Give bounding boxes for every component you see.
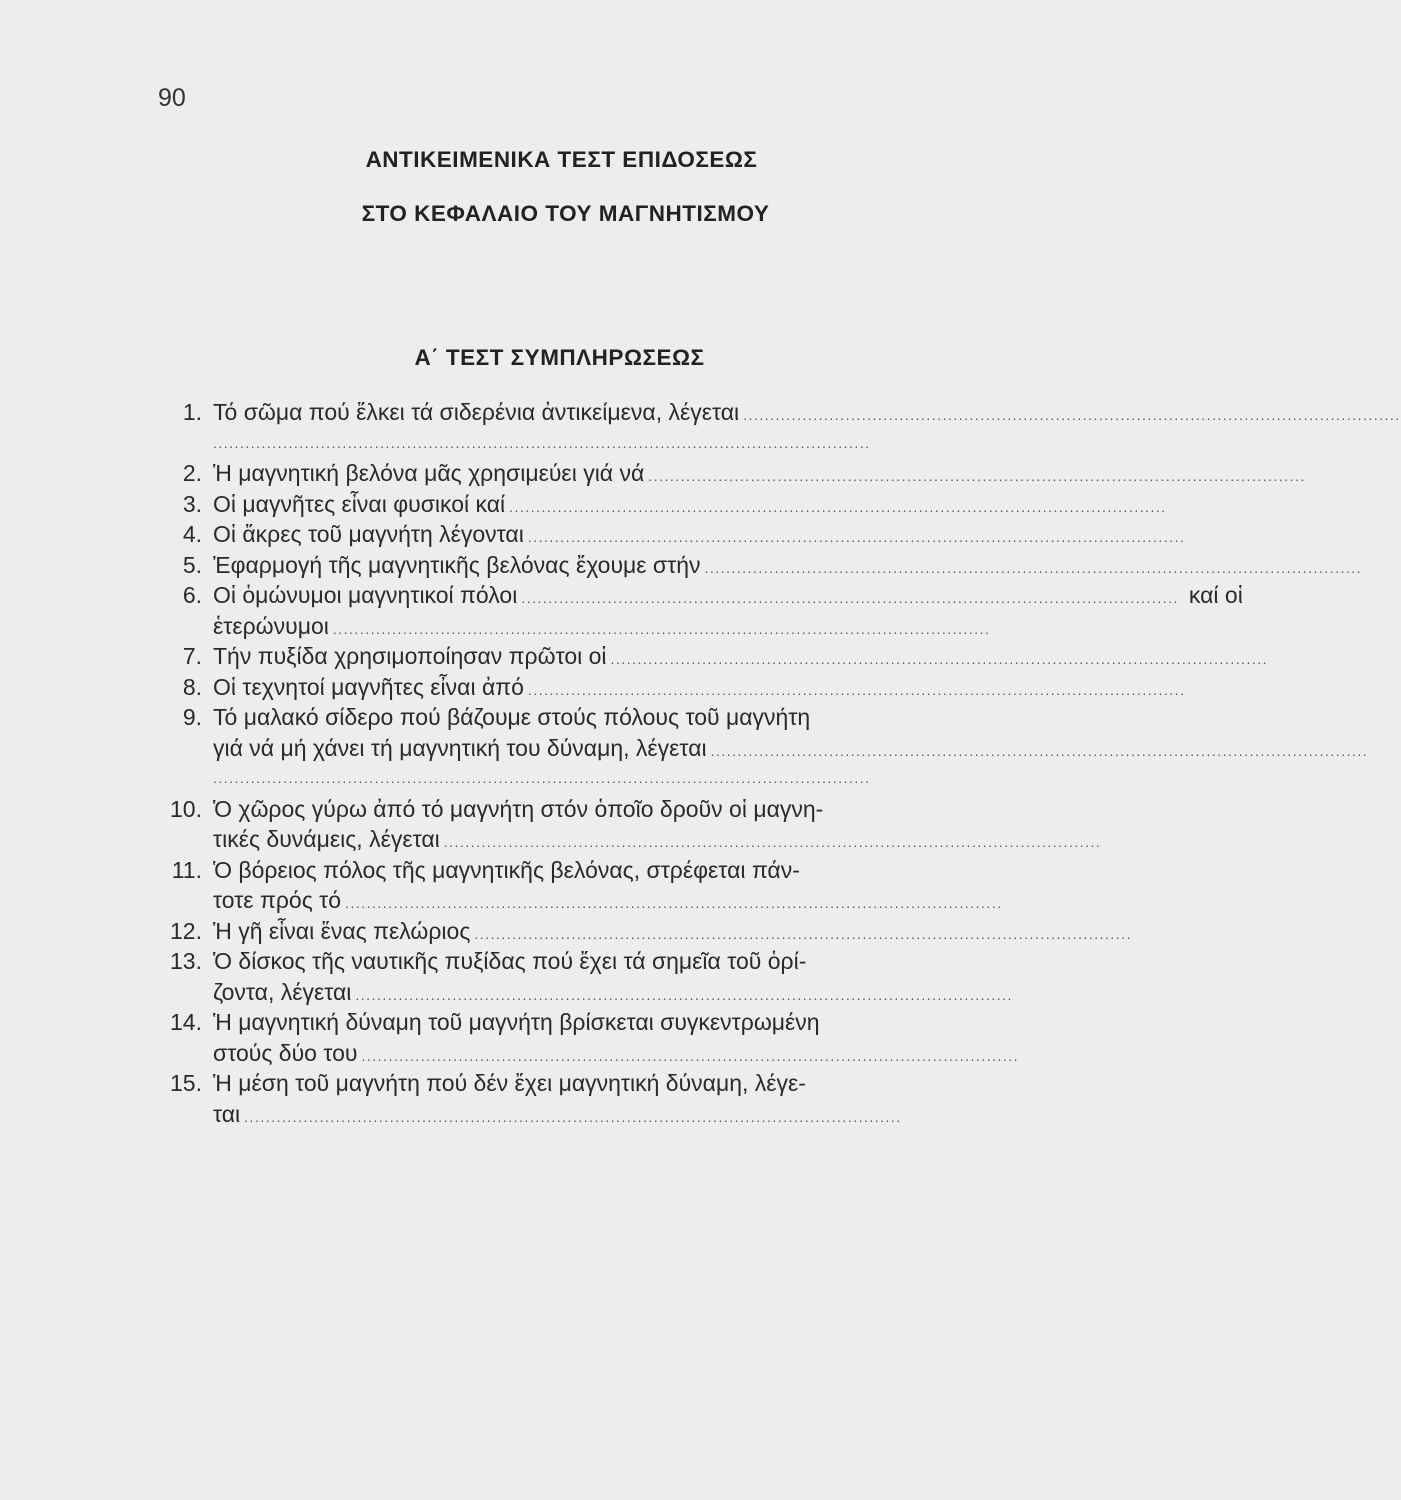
question-number: 15. <box>170 1070 202 1096</box>
question-item <box>150 672 1186 703</box>
answer-blank[interactable]: .......................................................................................................................... <box>355 986 1013 1003</box>
answer-blank[interactable]: .......................................................................................................................... <box>244 1108 902 1125</box>
question-text: Ἡ μαγνητική δύναμη τοῦ μαγνήτη βρίσκεται συγκεντρωμένη <box>213 1009 820 1035</box>
answer-blank[interactable]: .......................................................................................................................... <box>213 770 871 786</box>
question-text: Οἱ ὁμώνυμοι μαγνητικοί πόλοι <box>213 582 518 608</box>
question-number: 4. <box>182 521 202 547</box>
answer-blank[interactable]: .......................................................................................................................... <box>443 834 1102 850</box>
question-item <box>150 855 1003 916</box>
question-number: 12. <box>170 917 202 944</box>
question-text: Οἱ ἄκρες τοῦ μαγνήτη λέγονται <box>213 521 524 547</box>
question-number: 10. <box>170 795 202 822</box>
section-title: Α΄ ΤΕΣΤ ΣΥΜΠΛΗΡΩΣΕΩΣ <box>414 345 705 370</box>
question-item <box>150 794 1102 855</box>
title-line-2: ΣΤΟ ΚΕΦΑΛΑΙΟ ΤΟΥ ΜΑΓΝΗΤΙΣΜΟΥ <box>361 201 770 226</box>
question-item <box>150 458 1306 489</box>
question-text: Ὁ χῶρος γύρω ἀπό τό μαγνήτη στόν ὁποῖο δροῦν οἱ μαγνη- <box>213 795 824 822</box>
question-item <box>150 641 1269 672</box>
question-text: Οἱ τεχνητοί μαγνῆτες εἶναι ἀπό <box>213 673 524 700</box>
question-item <box>150 519 1186 550</box>
answer-blank[interactable]: .......................................................................................................................... <box>527 681 1186 698</box>
question-text: στούς δύο του <box>213 1039 358 1066</box>
question-text: τοτε πρός τό <box>213 887 342 913</box>
question-number: 3. <box>182 490 202 517</box>
answer-blank[interactable]: .......................................................................................................................... <box>527 529 1186 545</box>
question-number: 7. <box>182 643 202 669</box>
answer-blank[interactable]: .......................................................................................................................... <box>610 651 1269 667</box>
question-number: 8. <box>182 673 202 700</box>
question-list <box>150 397 1401 1129</box>
question-number: 2. <box>182 460 202 486</box>
question-text-continued: καί οἱ <box>1188 582 1243 608</box>
question-item <box>150 397 1401 458</box>
question-text: Οἱ μαγνῆτες εἶναι φυσικοί καί <box>213 490 506 517</box>
question-text: Ὁ βόρειος πόλος τῆς μαγνητικῆς βελόνας, στρέφεται πάν- <box>213 856 800 883</box>
question-item <box>150 489 1167 520</box>
answer-blank[interactable]: .......................................................................................................................... <box>332 620 991 637</box>
answer-blank[interactable]: .......................................................................................................................... <box>710 742 1369 759</box>
question-text: Τήν πυξίδα χρησιμοποίησαν πρῶτοι οἱ <box>213 643 607 669</box>
question-number: 13. <box>170 948 202 974</box>
question-text: Ἐφαρμογή τῆς μαγνητικῆς βελόνας ἔχουμε στήν <box>213 551 701 578</box>
title-line-1: ΑΝΤΙΚΕΙΜΕΝΙΚΑ ΤΕΣΤ ΕΠΙΔΟΣΕΩΣ <box>365 147 758 172</box>
answer-blank[interactable]: .......................................................................................................................... <box>743 407 1401 423</box>
question-number: 6. <box>182 582 202 608</box>
question-number: 5. <box>182 551 202 578</box>
question-text: ται <box>213 1100 241 1127</box>
answer-blank[interactable]: .......................................................................................................................... <box>345 895 1003 911</box>
question-number: 9. <box>182 704 202 730</box>
answer-blank[interactable]: .......................................................................................................................... <box>361 1047 1020 1064</box>
question-number: 14. <box>170 1009 202 1035</box>
answer-blank[interactable]: .......................................................................................................................... <box>704 559 1363 576</box>
answer-blank[interactable]: .......................................................................................................................... <box>648 468 1306 484</box>
question-text: Ἡ μέση τοῦ μαγνήτη πού δέν ἔχει μαγνητική δύναμη, λέγε- <box>213 1070 806 1096</box>
question-text: Ἡ γῆ εἶναι ἕνας πελώριος <box>213 917 471 944</box>
answer-blank[interactable]: .......................................................................................................................... <box>509 498 1167 515</box>
question-item <box>150 946 1013 1007</box>
question-item <box>150 702 1369 794</box>
answer-blank[interactable]: .......................................................................................................................... <box>474 925 1132 942</box>
page-number: 90 <box>158 84 186 112</box>
question-text: Ἡ μαγνητική βελόνα μᾶς χρησιμεύει γιά νά <box>213 460 645 486</box>
question-text: Τό μαλακό σίδερο πού βάζουμε στούς πόλους τοῦ μαγνήτη <box>213 704 811 730</box>
question-text: Ὁ δίσκος τῆς ναυτικῆς πυξίδας πού ἔχει τά σημεῖα τοῦ ὁρί- <box>213 948 807 974</box>
answer-blank[interactable]: .......................................................................................................................... <box>213 434 871 451</box>
question-item <box>150 1068 976 1129</box>
question-text: Τό σῶμα πού ἕλκει τά σιδερένια ἀντικείμενα, λέγεται <box>213 399 740 425</box>
question-item <box>150 580 1243 641</box>
question-item <box>150 916 1132 947</box>
question-item <box>150 550 1363 581</box>
question-number: 1. <box>182 399 202 425</box>
question-text: γιά νά μή χάνει τή μαγνητική του δύναμη, λέγεται <box>213 734 707 761</box>
question-text: ἑτερώνυμοι <box>213 612 329 639</box>
question-text: τικές δυνάμεις, λέγεται <box>213 826 440 852</box>
question-text: ζοντα, λέγεται <box>213 978 352 1005</box>
question-item <box>150 1007 1020 1068</box>
question-number: 11. <box>171 856 202 883</box>
answer-blank[interactable]: .......................................................................................................................... <box>521 590 1179 606</box>
